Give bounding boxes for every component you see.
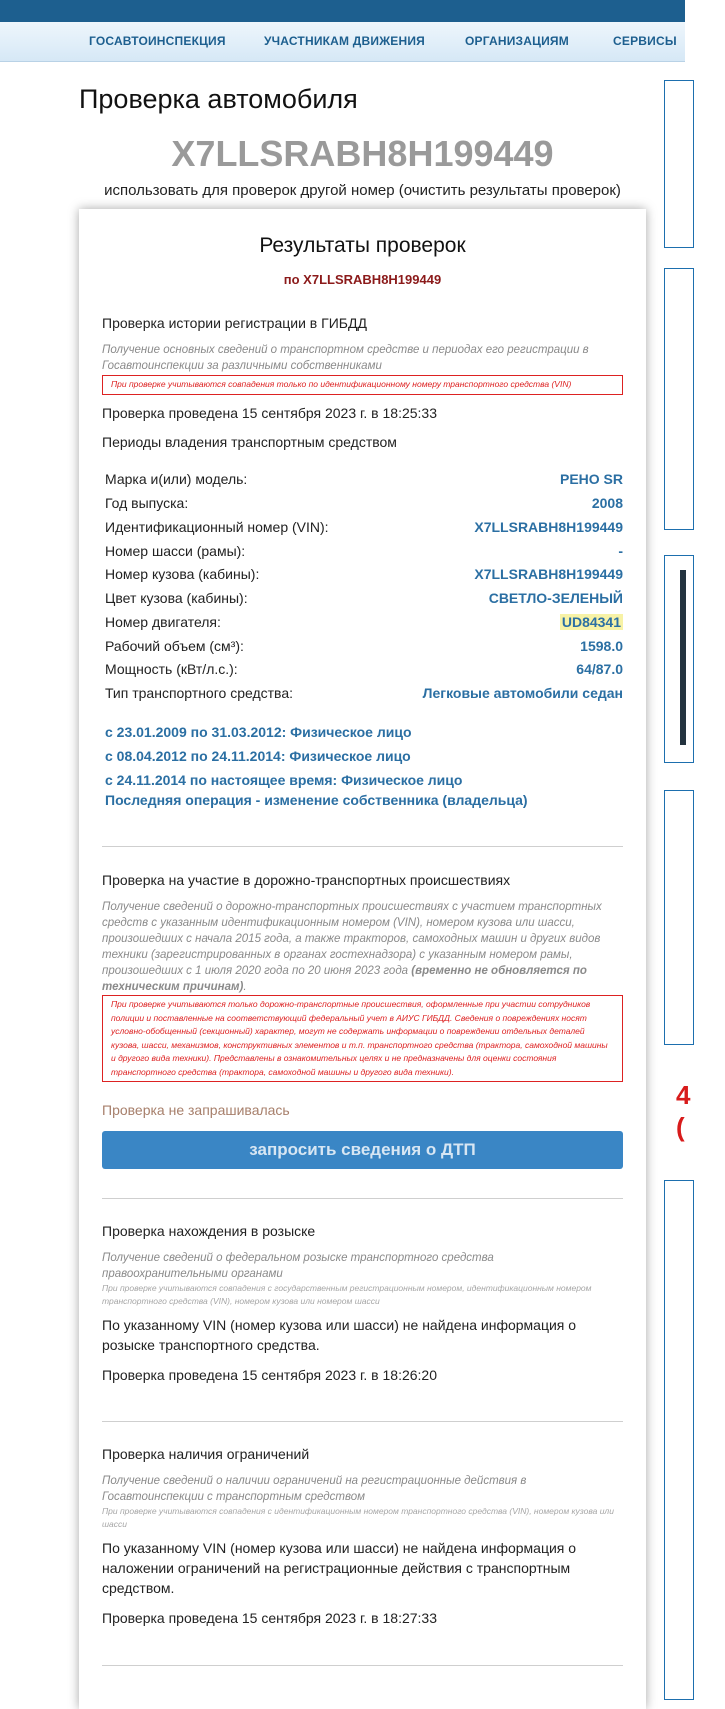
section-divider	[102, 1198, 623, 1199]
history-description: Получение основных сведений о транспортном средстве и периодах его регистрации в Госавтоинспекции за различными собственниками	[102, 344, 589, 372]
dtp-not-requested: Проверка не запрашивалась	[102, 1102, 290, 1118]
restrictions-result: По указанному VIN (номер кузова или шасси) не найдена информация о наложении ограничений на регистрационные действия с транспортным средством.	[102, 1540, 577, 1596]
sidebar-text: 4	[676, 1080, 691, 1110]
history-warning: При проверке учитываются совпадения только по идентификационному номеру транспортного средства (VIN)	[102, 375, 623, 395]
nav-services[interactable]: СЕРВИСЫ	[613, 34, 677, 48]
engine-number-label: Номер двигателя:	[105, 614, 221, 630]
wanted-note: При проверке учитываются совпадения с государственным регистрационным номером, идентификационным номером транспортного средства (VIN), номером кузова или номером шасси	[102, 1283, 592, 1306]
wanted-result: По указанному VIN (номер кузова или шасси) не найдена информация о розыске транспортного средства.	[102, 1317, 577, 1353]
results-subtitle: по X7LLSRABH8H199449	[283, 272, 442, 287]
last-operation: Последняя операция - изменение собственника (владельца)	[105, 792, 528, 808]
make-model-label: Марка и(или) модель:	[105, 471, 248, 487]
history-checked-at: Проверка проведена 15 сентября 2023 г. в 18:25:33	[102, 405, 437, 421]
make-model-value: РЕНО SR	[559, 471, 623, 487]
section-divider	[102, 1665, 623, 1666]
top-bar	[0, 0, 685, 22]
sidebar-banner	[664, 555, 694, 763]
section-divider	[102, 846, 623, 847]
chassis-value: -	[618, 543, 623, 559]
vehicle-type-label: Тип транспортного средства:	[105, 685, 293, 701]
request-dtp-button[interactable]: запросить сведения о ДТП	[102, 1131, 623, 1169]
displacement-label: Рабочий объем (см³):	[105, 638, 244, 654]
body-number-value: X7LLSRABH8H199449	[474, 566, 623, 582]
ownership-periods-title: Периоды владения транспортным средством	[102, 434, 397, 450]
sidebar-widget	[664, 268, 694, 530]
vin-value: X7LLSRABH8H199449	[474, 519, 623, 535]
sidebar-widget	[664, 1180, 694, 1700]
nav-participants[interactable]: УЧАСТНИКАМ ДВИЖЕНИЯ	[264, 34, 425, 48]
engine-number-highlight: UD84341	[561, 614, 621, 630]
owner-period-2: с 08.04.2012 по 24.11.2014: Физическое лицо	[105, 748, 411, 764]
displacement-value: 1598.0	[580, 638, 623, 654]
dtp-section-title: Проверка на участие в дорожно-транспортных происшествиях	[102, 872, 511, 888]
body-number-label: Номер кузова (кабины):	[105, 566, 260, 582]
nav-organizations[interactable]: ОРГАНИЗАЦИЯМ	[465, 34, 569, 48]
vehicle-type-value: Легковые автомобили седан	[422, 685, 623, 701]
use-other-number-link[interactable]: использовать для проверок другой номер (очистить результаты проверок)	[104, 182, 621, 199]
restrictions-checked-at: Проверка проведена 15 сентября 2023 г. в 18:27:33	[102, 1610, 437, 1626]
results-title: Результаты проверок	[259, 234, 466, 257]
results-card	[79, 209, 646, 1709]
year-value: 2008	[591, 495, 623, 511]
sidebar-text: (	[676, 1112, 685, 1142]
sidebar-image	[680, 570, 686, 745]
restrictions-note: При проверке учитываются совпадения с идентификационным номером транспортного средства (VIN), номером кузова или шасси	[102, 1506, 614, 1529]
section-divider	[102, 1421, 623, 1422]
vin-label: Идентификационный номер (VIN):	[105, 519, 329, 535]
power-value: 64/87.0	[576, 661, 623, 677]
body-color-value: СВЕТЛО-ЗЕЛЕНЫЙ	[488, 590, 623, 606]
restrictions-description: Получение сведений о наличии ограничений на регистрационные действия в Госавтоинспекции с транспортным средством	[102, 1475, 527, 1503]
sidebar-widget	[664, 790, 694, 1045]
dtp-description-text: Получение сведений о дорожно-транспортных происшествиях с участием транспортных средств с указанным идентификационным номером (VIN), номером кузова или шасси, произошедших с начала 2015 года, а также тракторов, самоходных машин и других видов техники (зарегистрированных в органах гостехнадзора) с указанным номером рамы, произошедших с 1 июля 2020 года по 20 июня 2023 года	[102, 901, 602, 977]
main-nav	[0, 22, 685, 62]
owner-period-1: с 23.01.2009 по 31.03.2012: Физическое лицо	[105, 724, 412, 740]
engine-number-value	[560, 614, 623, 630]
vin-number: X7LLSRABH8H199449	[171, 133, 554, 174]
wanted-section-title: Проверка нахождения в розыске	[102, 1223, 316, 1239]
dtp-description: Получение сведений о дорожно-транспортных происшествиях с участием транспортных средств с указанным идентификационным номером (VIN), номером кузова или шасси, произошедших с начала 2015 года, а также тракторов, самоходных машин и других видов техники (зарегистрированных в органах гостехнадзора) с указанным номером рамы, произошедших с 1 июля 2020 года по 20 июня 2023 года (временно не обновляется по техническим причинам).	[102, 901, 602, 993]
wanted-description: Получение сведений о федеральном розыске транспортного средства правоохранительными органами	[102, 1252, 494, 1280]
page-title: Проверка автомобиля	[79, 84, 358, 114]
chassis-label: Номер шасси (рамы):	[105, 543, 246, 559]
history-section-title: Проверка истории регистрации в ГИБДД	[102, 315, 367, 331]
body-color-label: Цвет кузова (кабины):	[105, 590, 248, 606]
power-label: Мощность (кВт/л.с.):	[105, 661, 238, 677]
restrictions-section-title: Проверка наличия ограничений	[102, 1446, 310, 1462]
nav-gosavtoinspektsiya[interactable]: ГОСАВТОИНСПЕКЦИЯ	[89, 34, 226, 48]
owner-period-3: с 24.11.2014 по настоящее время: Физическое лицо	[105, 772, 463, 788]
wanted-checked-at: Проверка проведена 15 сентября 2023 г. в 18:26:20	[102, 1367, 437, 1383]
dtp-description-note: (временно не обновляется по техническим причинам)	[102, 965, 587, 993]
year-label: Год выпуска:	[105, 495, 189, 511]
dtp-warning: При проверке учитываются только дорожно-транспортные происшествия, оформленные при участии сотрудников полиции и поставленные на соответствующий федеральный учет в АИУС ГИБДД. Сведения о повреждениях носят условно-обобщенный (секционный) характер, могут не содержать информации о повреждении отдельных деталей кузова, шасси, механизмов, конструктивных элементов и т.п. транспортного средства (трактора, самоходной машины и другого вида техники). Представлены в ознакомительных целях и не предназначены для оценки состояния транспортного средства (трактора, самоходной машины и другого вида техники).	[102, 995, 623, 1082]
